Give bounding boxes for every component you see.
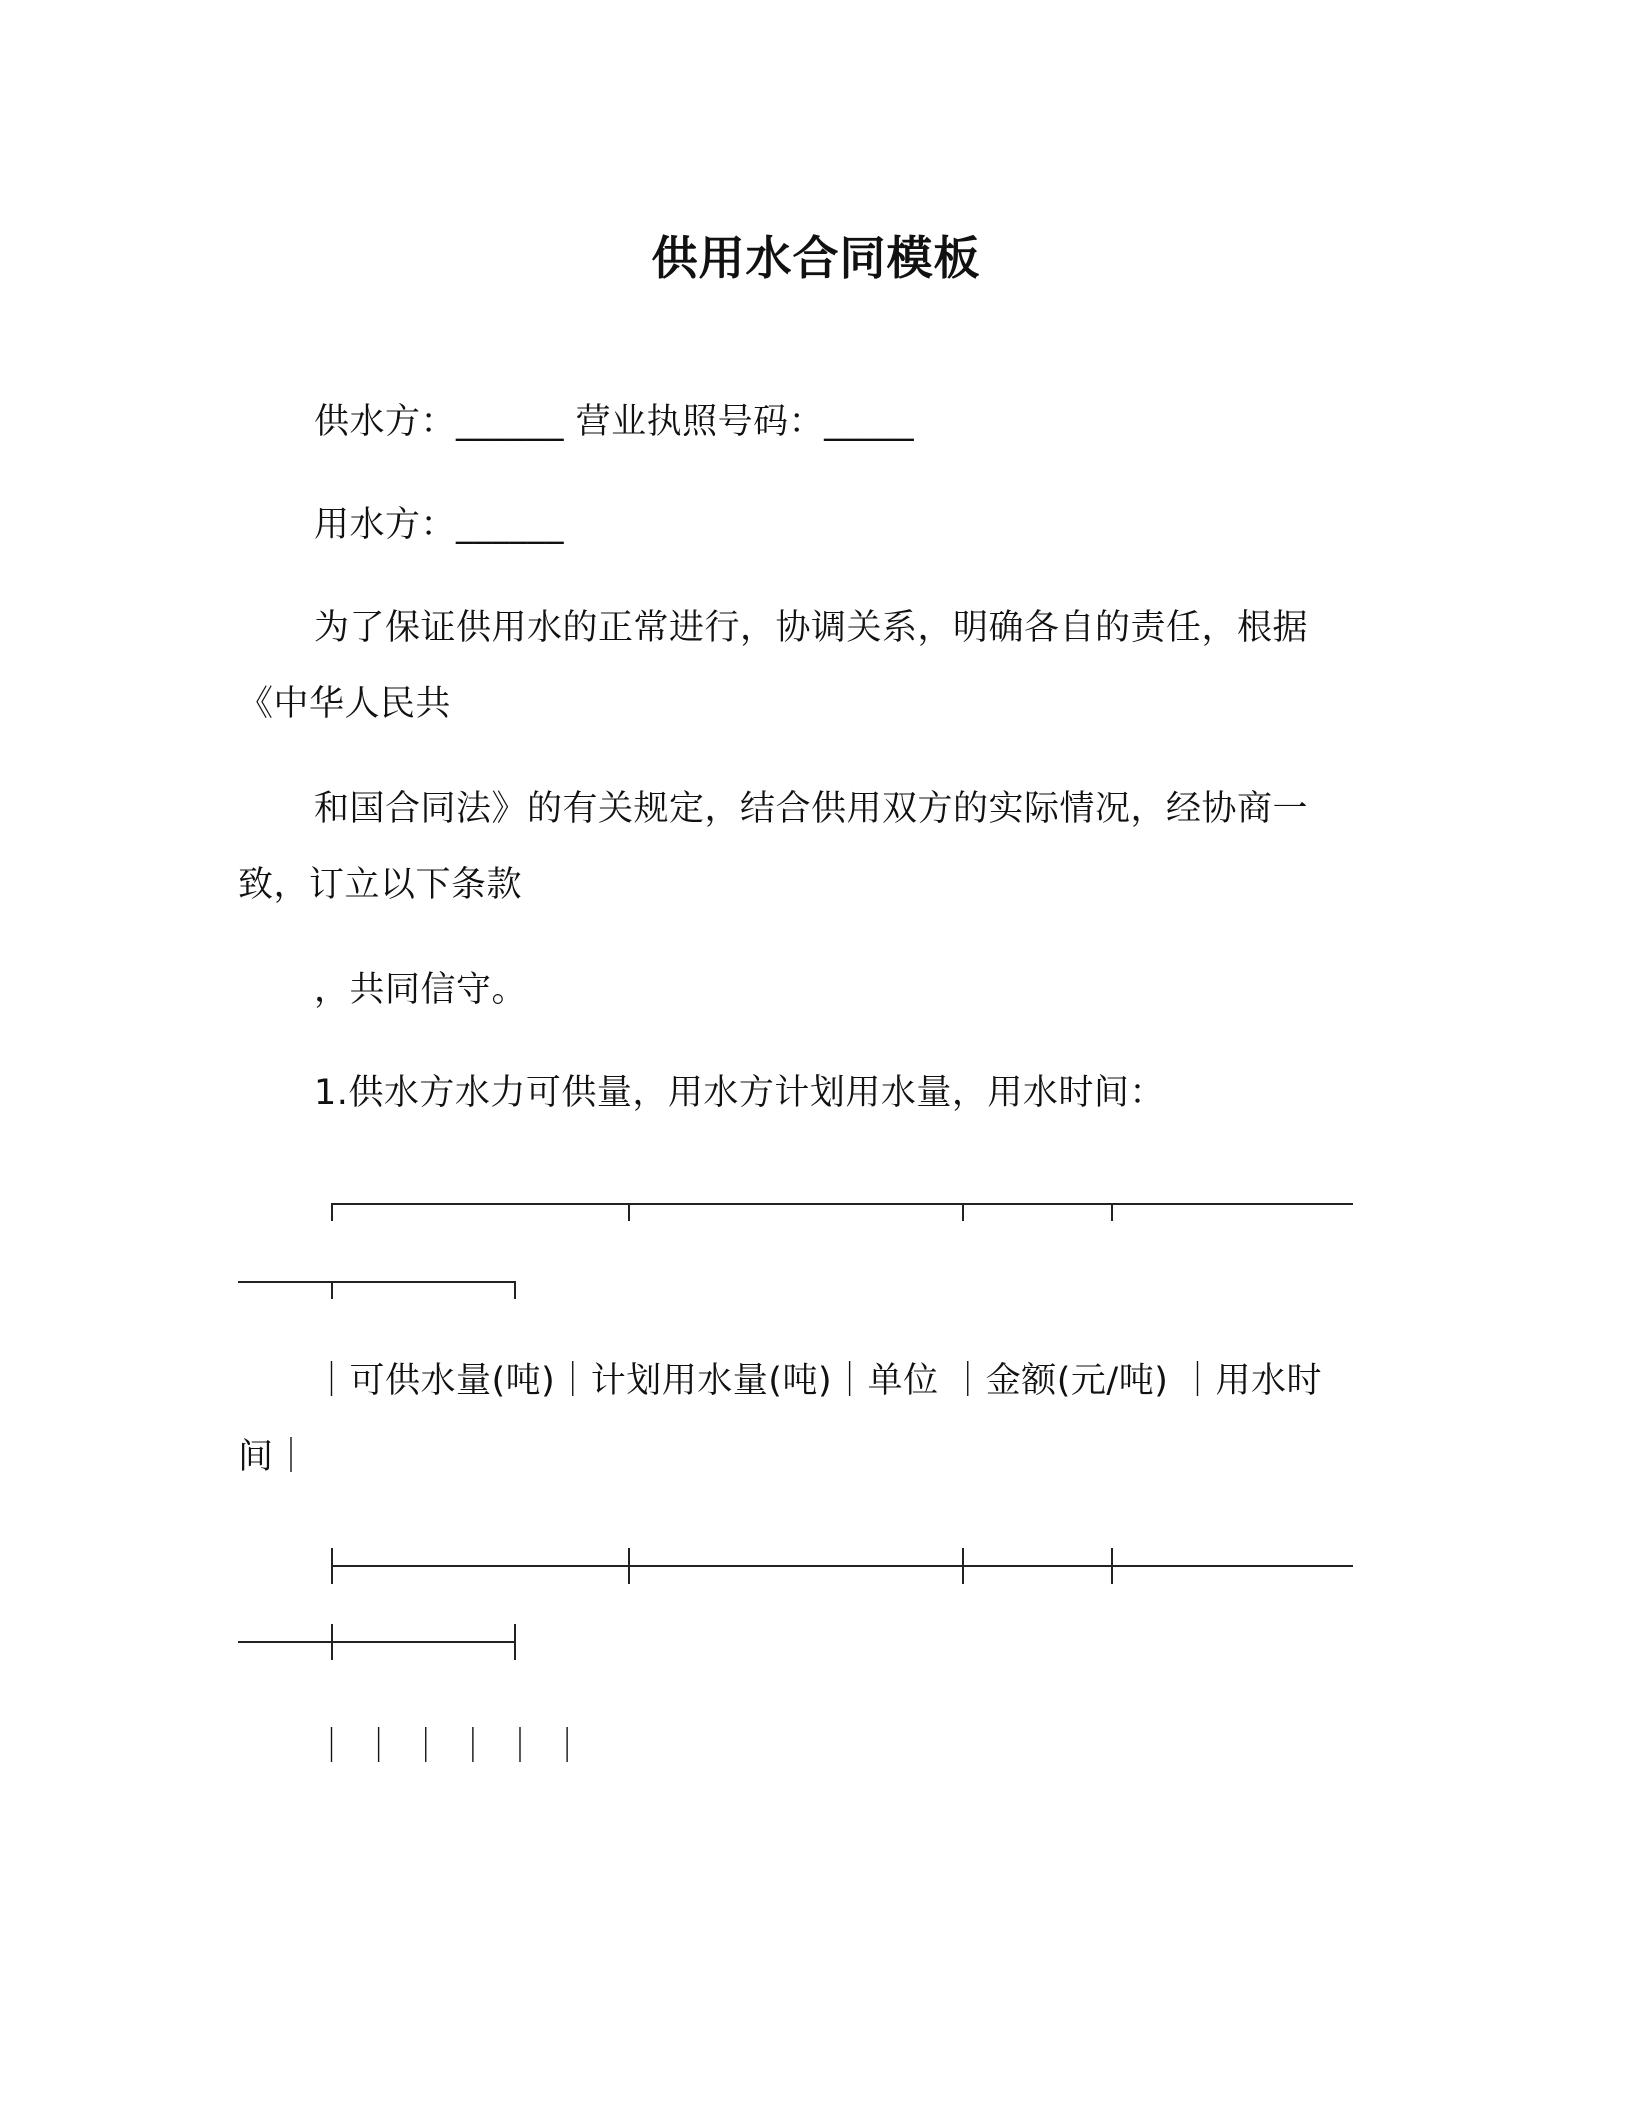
supplier-line: 供水方：______ 营业执照号码：_____ xyxy=(314,402,915,442)
user-line: 用水方：______ xyxy=(314,505,565,545)
paragraph-3: ，共同信守。 xyxy=(314,970,528,1010)
document-title: 供用水合同模板 xyxy=(651,231,981,285)
table-empty-row: ｜ ｜ ｜ ｜ ｜ ｜ xyxy=(314,1727,586,1767)
paragraph-2-line-1: 和国合同法》的有关规定，结合供用双方的实际情况，经协商一 xyxy=(314,789,1309,829)
clause-1: 1.供水方水力可供量，用水方计划用水量，用水时间： xyxy=(314,1073,1165,1113)
paragraph-1-line-1: 为了保证供用水的正常进行，协调关系，明确各自的责任，根据 xyxy=(314,608,1309,648)
table-header-row-line-1: ｜可供水量(吨)｜计划用水量(吨)｜单位 ｜金额(元/吨) ｜用水时 xyxy=(314,1361,1322,1401)
paragraph-1-line-2: 《中华人民共 xyxy=(238,684,452,724)
paragraph-2-line-2: 致，订立以下条款 xyxy=(238,865,523,905)
table-header-row-line-2: 间｜ xyxy=(238,1437,310,1477)
